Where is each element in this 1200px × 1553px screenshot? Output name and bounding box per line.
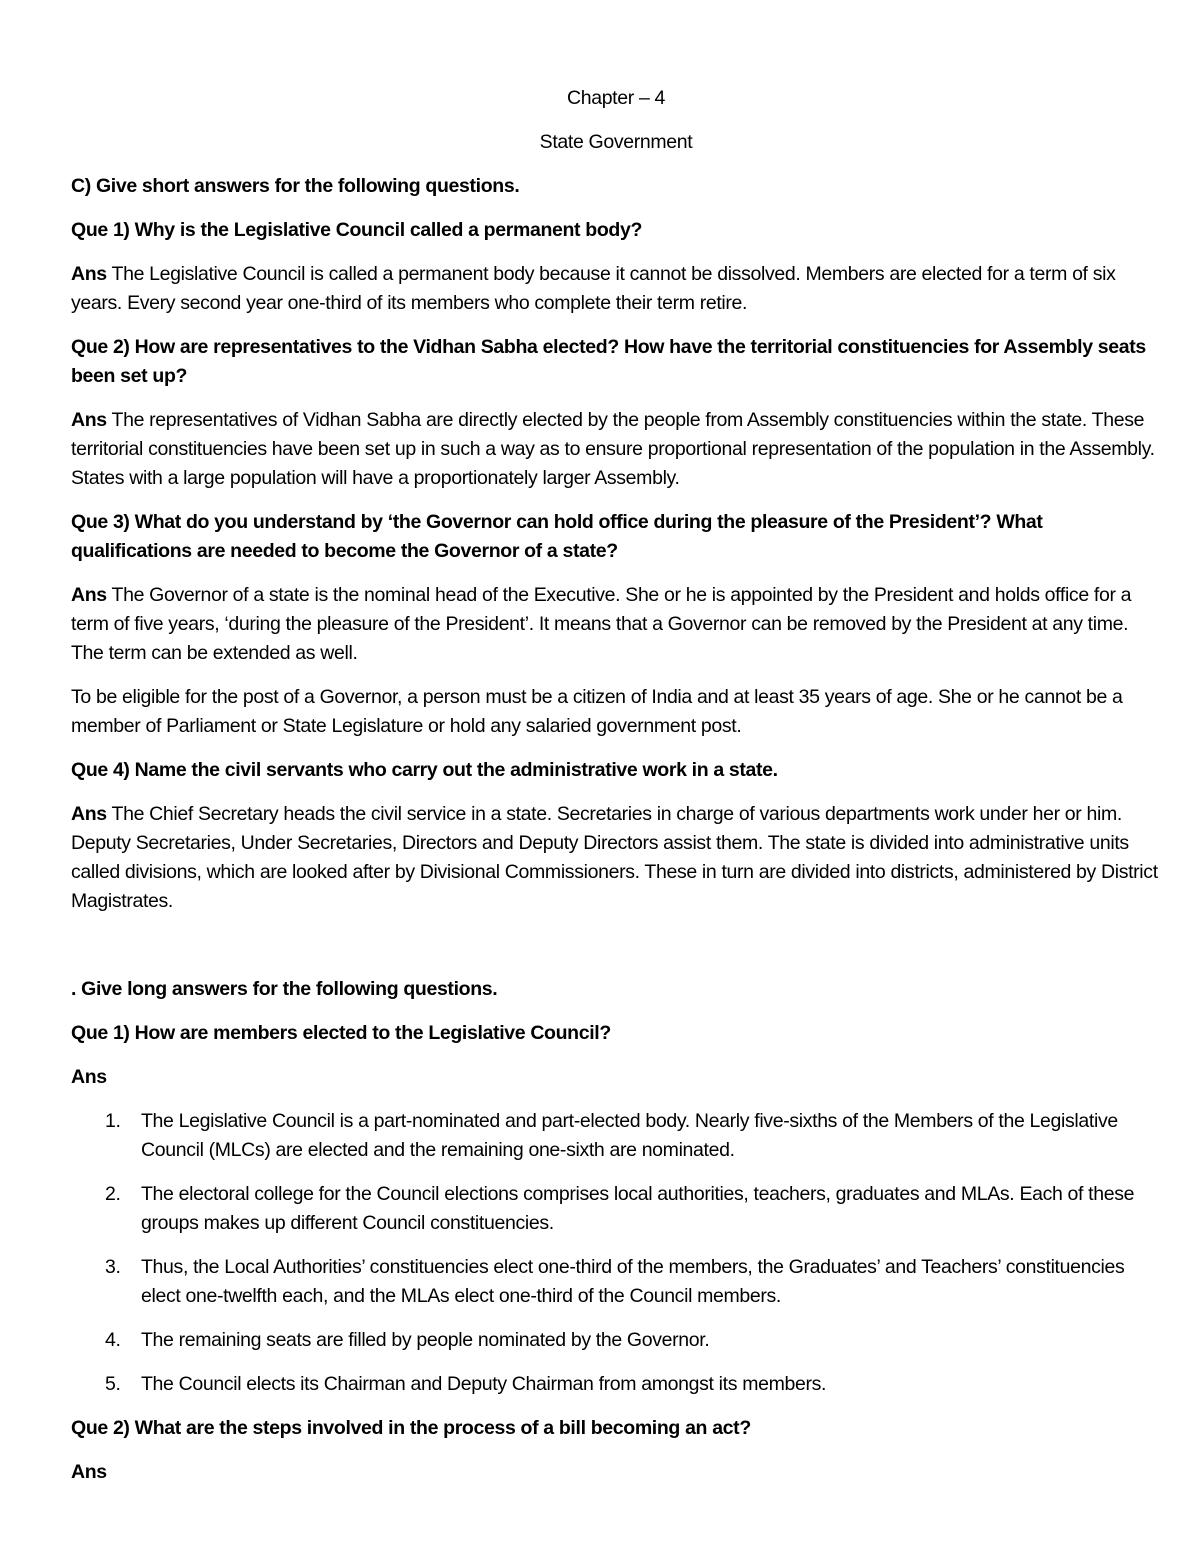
- long-answers-section-heading: . Give long answers for the following questions.: [71, 978, 498, 1000]
- answer-text: The Governor of a state is the nominal head of the Executive. She or he is appointed by the President and holds office for a term of five years, ‘during the pleasure of the President’. It means that a Governor can be removed by the President at any time. The term can be extended as well.: [71, 584, 1132, 664]
- chapter-heading: Chapter – 4: [566, 87, 666, 109]
- short-answer-3: [71, 581, 1161, 668]
- list-item-text: The Legislative Council is a part-nominated and part-elected body. Nearly five-sixths of the Members of the Legislative Council (MLCs) are elected and the remaining one-sixth are nominated.: [141, 1110, 1118, 1161]
- list-item-number: 3.: [105, 1256, 121, 1278]
- long-answer-1-label: Ans: [71, 1066, 107, 1088]
- short-question-3: Que 3) What do you understand by ‘the Governor can hold office during the pleasure of the President’? What qualifications are needed to become the Governor of a state?: [71, 511, 1043, 562]
- list-item-text: Thus, the Local Authorities’ constituencies elect one-third of the members, the Graduates’ and Teachers’ constituencies elect one-twelfth each, and the MLAs elect one-third of the Council members.: [141, 1256, 1125, 1307]
- long-answer-2-label: Ans: [71, 1461, 107, 1483]
- answer-label: Ans: [71, 409, 107, 431]
- list-item-text: The Council elects its Chairman and Deputy Chairman from amongst its members.: [141, 1373, 827, 1395]
- short-question-4: Que 4) Name the civil servants who carry out the administrative work in a state.: [71, 759, 778, 781]
- long-question-2: Que 2) What are the steps involved in the process of a bill becoming an act?: [71, 1417, 751, 1439]
- list-item-text: The remaining seats are filled by people nominated by the Governor.: [141, 1329, 710, 1351]
- short-answers-section-heading: C) Give short answers for the following questions.: [71, 175, 520, 197]
- answer-text: The Legislative Council is called a permanent body because it cannot be dissolved. Members are elected for a term of six years. Every second year one-third of its members who complete their term retire.: [71, 263, 1116, 314]
- short-answer-4: [71, 800, 1161, 916]
- list-item: [71, 1253, 1161, 1311]
- section-spacer: [71, 931, 1161, 975]
- answer-label: Ans: [71, 803, 107, 825]
- list-item: [71, 1107, 1161, 1165]
- list-item-text: The electoral college for the Council elections comprises local authorities, teachers, graduates and MLAs. Each of these groups makes up different Council constituencies.: [141, 1183, 1135, 1234]
- short-answer-3-continued: To be eligible for the post of a Governor, a person must be a citizen of India and at least 35 years of age. She or he cannot be a member of Parliament or State Legislature or hold any salaried government post.: [71, 686, 1123, 737]
- list-item: [71, 1180, 1161, 1238]
- answer-text: The representatives of Vidhan Sabha are directly elected by the people from Assembly constituencies within the state. These territorial constituencies have been set up in such a way as to ensure proportional representation of the population in the Assembly. States with a large population will have a proportionately larger Assembly.: [71, 409, 1155, 489]
- long-answer-1-list: [71, 1107, 1161, 1399]
- answer-text: The Chief Secretary heads the civil service in a state. Secretaries in charge of various departments work under her or him. Deputy Secretaries, Under Secretaries, Directors and Deputy Directors assist them. The state is divided into administrative units called divisions, which are looked after by Divisional Commissioners. These in turn are divided into districts, administered by District Magistrates.: [71, 803, 1158, 912]
- answer-label: Ans: [71, 584, 107, 606]
- short-answer-1: [71, 260, 1161, 318]
- list-item-number: 5.: [105, 1373, 121, 1395]
- list-item: [71, 1326, 1161, 1355]
- list-item-number: 1.: [105, 1110, 121, 1132]
- answer-label: Ans: [71, 263, 107, 285]
- short-answer-2: [71, 406, 1161, 493]
- long-question-1: Que 1) How are members elected to the Legislative Council?: [71, 1022, 611, 1044]
- short-question-2: Que 2) How are representatives to the Vidhan Sabha elected? How have the territorial constituencies for Assembly seats been set up?: [71, 336, 1146, 387]
- list-item: [71, 1370, 1161, 1399]
- list-item-number: 4.: [105, 1329, 121, 1351]
- chapter-title: State Government: [539, 131, 693, 153]
- short-question-1: Que 1) Why is the Legislative Council called a permanent body?: [71, 219, 643, 241]
- list-item-number: 2.: [105, 1183, 121, 1205]
- document-page: [71, 84, 1161, 1502]
